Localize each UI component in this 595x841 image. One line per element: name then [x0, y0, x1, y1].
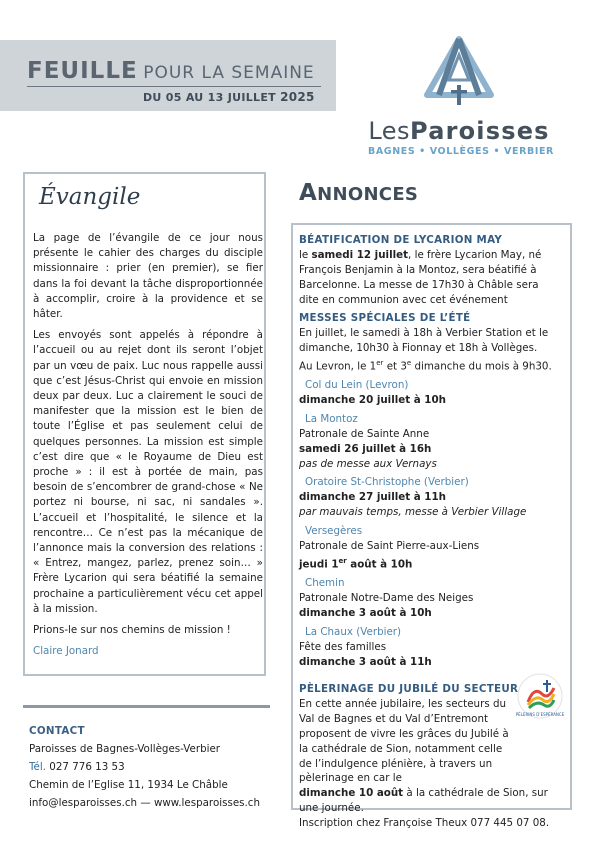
date-part: août à 10h — [346, 558, 413, 571]
event-desc: Patronale de Saint Pierre-aux-Liens — [299, 540, 480, 553]
pelerinage-date: dimanche 10 août — [299, 787, 404, 800]
contact-heading: CONTACT — [29, 725, 85, 737]
contact-tel[interactable]: 027 776 13 53 — [49, 761, 125, 773]
announcement-beatification — [299, 233, 561, 308]
annonces-title-cap: A — [299, 180, 318, 206]
logo-word-paroisses: Paroisses — [410, 117, 550, 145]
intro-part: dimanche du mois à 9h30. — [411, 360, 552, 373]
text-body: , le frère Lycarion May, né François Benjamin à la Montoz, sera béatifié à Barcelonne. La messe de 17h30 à Châble sera dite en communion avec cet événement — [299, 248, 542, 306]
contact-web-line — [29, 794, 260, 812]
event-place: Col du Lein (Levron) — [305, 379, 409, 392]
date-sup: er — [338, 557, 347, 566]
header-divider — [27, 86, 321, 87]
event-date: dimanche 3 août à 10h — [299, 607, 432, 620]
event-date: samedi 26 juillet à 16h — [299, 442, 432, 455]
announcement-heading: PÈLERINAGE DU JUBILÉ DU SECTEUR — [299, 683, 519, 695]
paroisses-logo-wordmark — [368, 117, 550, 145]
contact-block — [29, 722, 260, 812]
event-desc: Patronale de Sainte Anne — [299, 427, 430, 440]
event-note: par mauvais temps, messe à Verbier Village — [299, 506, 527, 519]
annonces-title — [299, 180, 418, 206]
event-place: Oratoire St-Christophe (Verbier) — [305, 476, 469, 489]
annonces-title-rest: NNONCES — [317, 184, 419, 205]
logo-word-les: Les — [368, 117, 411, 145]
announcement-messes — [299, 311, 561, 670]
gospel-paragraph: Prions-le sur nos chemins de mission ! — [33, 624, 231, 637]
event-date — [299, 554, 561, 572]
gospel-text — [33, 231, 263, 665]
header-title — [27, 58, 315, 84]
event-date: dimanche 27 juillet à 11h — [299, 491, 446, 504]
header-dates — [143, 90, 315, 104]
paroisses-logo-icon — [421, 35, 497, 115]
event-place: La Montoz — [305, 412, 358, 425]
gospel-paragraph: Les envoyés sont appelés à répondre à l’accueil ou au rejet dont ils seront l’objet par un vœu de paix. Luc nous rappelle aussi que c’est Jésus-Christ qui envoie en mission deux par deux. Luc a clairement le souci de manifester que la mission est le bien de toute l’Église et pas seulement celui de quelques personnes. La mission est simple c’est dire que « le Royaume de Dieu est proche » : il est à portée de main, pas besoin de s’encombrer de grand-chose « Ne portez ni bourse, ni sac, ni sandales ». L’accueil et l’hospitalité, le silence et la rencontre… Ce n’est pas la mécanique de l’annonce mais la conversion des relations : « Entrez, mangez, parlez, prenez soin… » Frère Lycarion qui sera béatifié la semaine prochaine a particulièrement vécu cet appel à la mission. — [33, 329, 263, 615]
pilgrim-logo-text: PÈLERINS D’ESPÉRANCE — [516, 712, 564, 717]
event-place: Versegères — [305, 525, 363, 538]
contact-website-link[interactable]: www.lesparoisses.ch — [153, 797, 260, 809]
contact-org: Paroisses de Bagnes-Vollèges-Verbier — [29, 743, 221, 755]
pelerinage-text-a: En cette année jubilaire, les secteurs du Val de Bagnes et du Val d’Entremont proposent de vivre les grâces du Jubilé à la cathédrale de Sion, notamment celle de l’indulgence plénière, à travers un pèlerinage en car le — [299, 697, 509, 785]
event-date: dimanche 20 juillet à 10h — [299, 393, 446, 406]
header-title-main: FEUILLE — [27, 58, 138, 84]
contact-divider — [23, 705, 270, 708]
event-desc: Fête des familles — [299, 640, 387, 653]
contact-address: Chemin de l’Eglise 11, 1934 Le Châble — [29, 779, 228, 791]
event-desc: Patronale Notre-Dame des Neiges — [299, 592, 474, 605]
gospel-signature: Claire Jonard — [33, 645, 99, 658]
messes-intro-1: En juillet, le samedi à 18h à Verbier Station et le dimanche, 10h30 à Fionnay et 18h à Vollèges. — [299, 326, 549, 354]
announcement-heading: BÉATIFICATION DE LYCARION MAY — [299, 234, 503, 246]
text-date: samedi 12 juillet — [311, 248, 409, 261]
jubilee-pilgrims-logo-icon — [516, 672, 564, 720]
event-note: pas de messe aux Vernays — [299, 457, 437, 470]
contact-separator: — — [140, 797, 151, 809]
pelerinage-place: à la cathédrale de Sion, sur une journée. — [299, 787, 548, 815]
header-title-sub: POUR LA SEMAINE — [143, 63, 315, 83]
pelerinage-text-b — [299, 786, 563, 816]
event-place: Chemin — [305, 577, 345, 590]
text-lead: le — [299, 248, 309, 261]
intro-part: et 3 — [383, 360, 407, 373]
intro-part: Au Levron, le 1 — [299, 360, 377, 373]
intro-sup: e — [406, 358, 412, 367]
announcement-text — [299, 248, 561, 308]
contact-email-link[interactable]: info@lesparoisses.ch — [29, 797, 138, 809]
announcement-heading: MESSES SPÉCIALES DE L’ÉTÉ — [299, 312, 471, 324]
header-dates-year: 2025 — [280, 90, 315, 104]
gospel-title: Évangile — [39, 184, 141, 210]
pelerinage-text-c: Inscription chez Françoise Theux 077 445 07 08. — [299, 817, 550, 830]
contact-phone-line — [29, 758, 260, 776]
gospel-paragraph: La page de l’évangile de ce jour nous présente le cahier des charges du disciple missionnaire : prier (en premier), se fier dans la foi devant la tâche disproportionnée à accomplir, croire à la providence et se hâter. — [33, 232, 263, 321]
date-part: jeudi 1 — [299, 558, 339, 571]
event-place: La Chaux (Verbier) — [305, 626, 402, 639]
messes-intro-2 — [299, 356, 561, 374]
contact-tel-label: Tél. — [29, 761, 47, 773]
header-dates-range: DU 05 AU 13 JUILLET — [143, 91, 276, 104]
intro-sup: er — [376, 358, 384, 367]
logo-places: BAGNES • VOLLÈGES • VERBIER — [368, 146, 554, 157]
event-date: dimanche 3 août à 11h — [299, 655, 432, 668]
